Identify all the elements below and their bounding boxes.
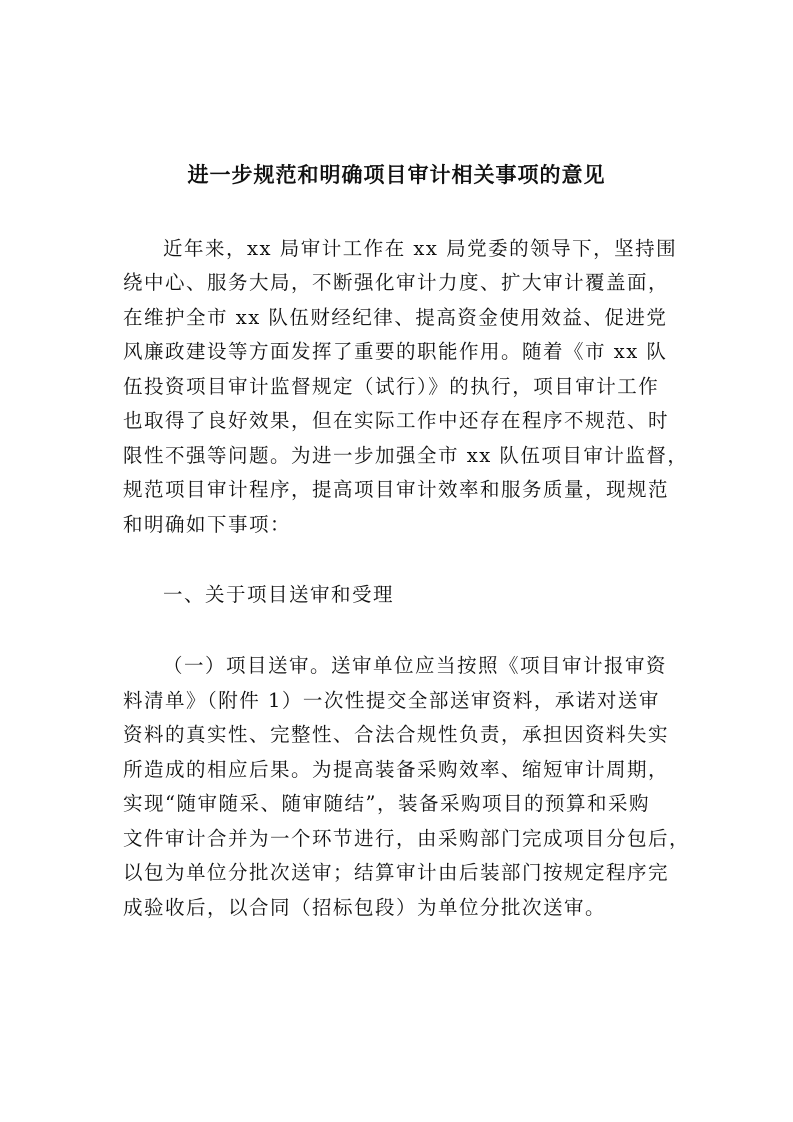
intro-line-6: 也取得了良好效果，但在实际工作中还存在程序不规范、时 <box>123 409 670 432</box>
document-title: 进一步规范和明确项目审计相关事项的意见 <box>187 162 606 187</box>
para1-line-2: 料清单》（附件 1）一次性提交全部送审资料，承诺对送审 <box>123 689 660 712</box>
intro-line-5: 伍投资项目审计监督规定（试行）》的执行，项目审计工作 <box>123 375 660 398</box>
intro-line-4: 风廉政建设等方面发挥了重要的职能作用。随着《市 xx 队 <box>123 340 668 363</box>
section-1-heading: 一、关于项目送审和受理 <box>163 583 395 606</box>
para1-line-1: （一）项目送审。送审单位应当按照《项目审计报审资 <box>163 654 668 677</box>
intro-line-1: 近年来，xx 局审计工作在 xx 局党委的领导下，坚持围 <box>163 237 678 260</box>
para1-line-5: 实现“随审随采、随审随结”，装备采购项目的预算和采购 <box>123 792 650 815</box>
para1-line-4: 所造成的相应后果。为提高装备采购效率、缩短审计周期， <box>123 758 670 781</box>
intro-line-2: 绕中心、服务大局，不断强化审计力度、扩大审计覆盖面， <box>123 271 670 294</box>
intro-line-7: 限性不强等问题。为进一步加强全市 xx 队伍项目审计监督， <box>123 444 689 467</box>
intro-line-9: 和明确如下事项： <box>123 513 292 536</box>
intro-line-8: 规范项目审计程序，提高项目审计效率和服务质量，现规范 <box>123 478 670 501</box>
para1-line-6: 文件审计合并为一个环节进行，由采购部门完成项目分包后， <box>123 827 691 850</box>
intro-line-3: 在维护全市 xx 队伍财经纪律、提高资金使用效益、促进党 <box>123 306 668 329</box>
para1-line-7: 以包为单位分批次送审；结算审计由后装部门按规定程序完 <box>123 861 670 884</box>
para1-line-8: 成验收后，以合同（招标包段）为单位分批次送审。 <box>123 896 607 919</box>
para1-line-3: 资料的真实性、完整性、合法合规性负责，承担因资料失实 <box>123 723 670 746</box>
